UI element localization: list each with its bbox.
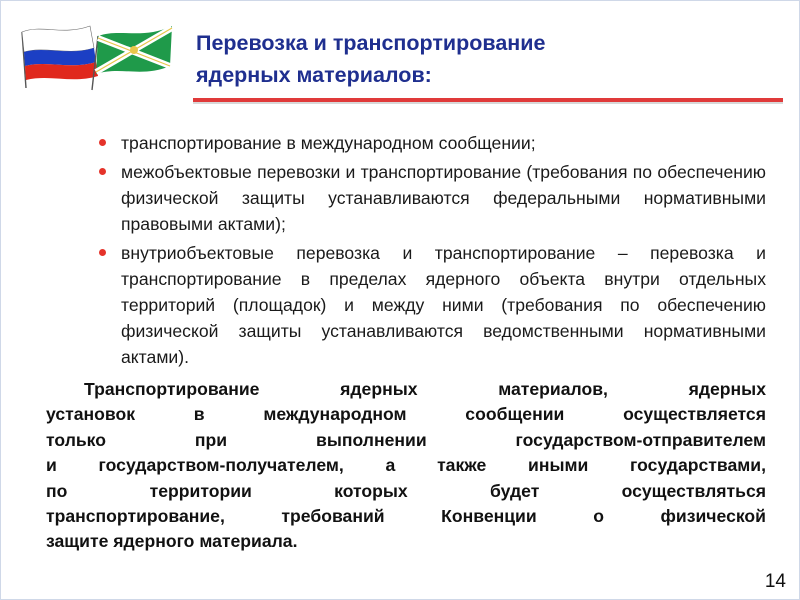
paragraph-line: установок в международном сообщении осуществляется xyxy=(46,404,766,425)
paragraph-line: и государством-получателем, а также иными государствами, xyxy=(46,455,766,476)
body-paragraph xyxy=(46,377,766,555)
paragraph-line: транспортирование, требований Конвенции о физической xyxy=(46,506,766,527)
page-number: 14 xyxy=(764,571,786,592)
bullet-item xyxy=(96,130,766,156)
bullet-dot-icon xyxy=(99,139,106,146)
slide-title-line1: Перевозка и транспортирование xyxy=(196,31,546,55)
bullet-item xyxy=(96,159,766,237)
bullet-text: транспортирование в международном сообщении; xyxy=(121,133,536,153)
bullet-list xyxy=(96,130,766,373)
paragraph-line: защите ядерного материала. xyxy=(46,531,298,552)
paragraph-line: по территории которых будет осуществляться xyxy=(46,480,766,501)
paragraph-line: Транспортирование ядерных материалов, ядерных xyxy=(84,379,766,399)
bullet-dot-icon xyxy=(99,168,106,175)
slide-title xyxy=(196,27,716,91)
paragraph-line: только при выполнении государством-отправителем xyxy=(46,429,766,450)
bullet-item xyxy=(96,240,766,370)
flags-emblem xyxy=(12,10,182,96)
bullet-text: межобъектовые перевозки и транспортирование (требования по обеспечению физической защиты устанавливаются федеральными нормативными правовыми актами); xyxy=(121,162,766,234)
bullet-text: внутриобъектовые перевозка и транспортирование – перевозка и транспортирование в пределах ядерного объекта внутри отдельных территорий (площадок) и между ними (требования по обеспечению физической защиты устанавливаются ведомственными нормативными актами). xyxy=(121,243,766,367)
russian-flag-icon xyxy=(22,26,98,88)
customs-flag-icon xyxy=(92,26,172,90)
bullet-dot-icon xyxy=(99,249,106,256)
title-underline-shadow xyxy=(193,102,783,104)
slide-title-line2: ядерных материалов: xyxy=(196,63,432,87)
